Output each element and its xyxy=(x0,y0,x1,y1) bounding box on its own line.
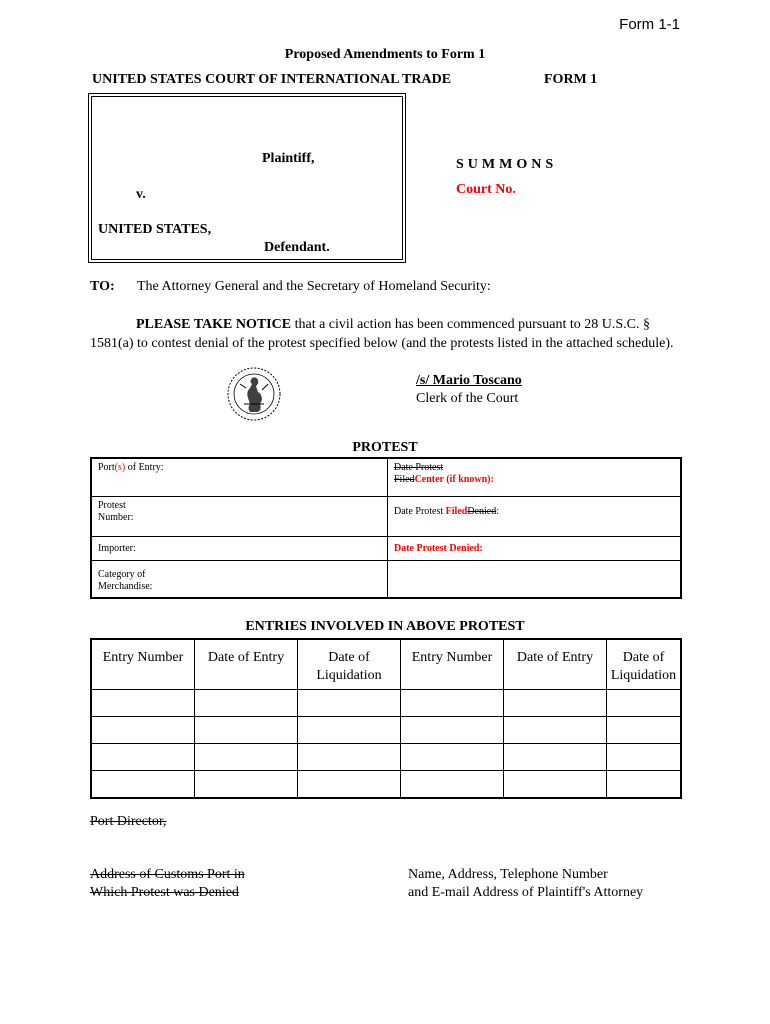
entry-cell[interactable] xyxy=(195,771,298,799)
entry-cell[interactable] xyxy=(401,690,504,717)
court-name: UNITED STATES COURT OF INTERNATIONAL TRADE xyxy=(92,72,452,87)
entry-cell[interactable] xyxy=(607,717,682,744)
attorney-address xyxy=(408,866,643,902)
empty-cell[interactable] xyxy=(388,560,682,598)
col-header: Date of Liquidation xyxy=(298,639,401,690)
entries-table xyxy=(90,638,682,799)
category-label: Category of Merchandise: xyxy=(98,568,153,592)
entry-cell[interactable] xyxy=(298,771,401,799)
entry-cell[interactable] xyxy=(504,744,607,771)
attorney-line-2: and E-mail Address of Plaintiff's Attorney xyxy=(408,885,644,900)
entry-cell[interactable] xyxy=(298,717,401,744)
col-header: Entry Number xyxy=(91,639,195,690)
entry-cell[interactable] xyxy=(91,690,195,717)
entry-cell[interactable] xyxy=(401,744,504,771)
protest-section-title: PROTEST xyxy=(352,440,418,455)
entry-cell[interactable] xyxy=(91,771,195,799)
importer-label: Importer: xyxy=(98,542,136,554)
importer-cell[interactable] xyxy=(91,536,388,560)
col-header: Entry Number xyxy=(401,639,504,690)
defendant-name: UNITED STATES, xyxy=(98,222,212,237)
entry-cell[interactable] xyxy=(504,717,607,744)
case-caption-box xyxy=(88,93,406,263)
form-label: Form 1-1 xyxy=(619,16,680,33)
table-row xyxy=(91,771,681,799)
entry-cell[interactable] xyxy=(195,717,298,744)
notice-paragraph xyxy=(90,315,680,353)
category-cell[interactable] xyxy=(91,560,388,598)
entries-header-row xyxy=(91,639,681,690)
date-denied-cell[interactable] xyxy=(388,536,682,560)
struck-filed: Filed xyxy=(394,474,415,485)
defendant-label: Defendant. xyxy=(264,240,330,255)
struck-date-protest: Date Protest xyxy=(394,462,444,473)
court-number-label: Court No. xyxy=(456,182,516,197)
struck-denied: Denied xyxy=(467,505,497,517)
protest-number-label: Protest Number: xyxy=(98,499,134,523)
court-seal-icon xyxy=(226,366,282,422)
entry-cell[interactable] xyxy=(607,771,682,799)
entry-cell[interactable] xyxy=(195,690,298,717)
port-of-entry-cell[interactable] xyxy=(91,458,388,496)
filed-label: Filed xyxy=(445,505,468,517)
entry-cell[interactable] xyxy=(401,771,504,799)
entries-section-title: ENTRIES INVOLVED IN ABOVE PROTEST xyxy=(245,619,525,634)
entry-cell[interactable] xyxy=(607,744,682,771)
center-cell[interactable] xyxy=(388,458,682,496)
entry-cell[interactable] xyxy=(607,690,682,717)
summons-title: SUMMONS xyxy=(456,157,558,172)
center-label: Center (if known): xyxy=(414,474,494,485)
port-plural-marker: (s) xyxy=(114,462,126,473)
document-title: Proposed Amendments to Form 1 xyxy=(284,47,486,62)
to-label: TO: xyxy=(90,279,115,294)
entry-cell[interactable] xyxy=(195,744,298,771)
customs-line-2: Which Protest was Denied xyxy=(90,885,239,900)
protest-table xyxy=(90,457,682,599)
notice-body: that a civil action has been commenced pursuant to 28 U.S.C. § 1581(a) to contest denial of the protest specified below (and the protests listed in the attached schedule). xyxy=(90,317,674,351)
plaintiff-label: Plaintiff, xyxy=(262,151,315,166)
col-header: Date of Liquidation xyxy=(607,639,682,690)
entry-cell[interactable] xyxy=(504,690,607,717)
table-row xyxy=(91,717,681,744)
entry-cell[interactable] xyxy=(401,717,504,744)
entry-cell[interactable] xyxy=(298,744,401,771)
entry-cell[interactable] xyxy=(91,717,195,744)
port-director-label: Port Director, xyxy=(90,814,167,829)
customs-port-address xyxy=(90,866,245,902)
to-recipients: The Attorney General and the Secretary of Homeland Security: xyxy=(137,279,491,294)
notice-lead: PLEASE TAKE NOTICE xyxy=(136,317,292,332)
entry-cell[interactable] xyxy=(504,771,607,799)
date-filed-cell[interactable] xyxy=(388,496,682,536)
clerk-title: Clerk of the Court xyxy=(416,391,519,406)
col-header: Date of Entry xyxy=(195,639,298,690)
entry-cell[interactable] xyxy=(298,690,401,717)
protest-number-cell[interactable] xyxy=(91,496,388,536)
clerk-signature: /s/ Mario Toscano xyxy=(416,373,522,388)
entry-cell[interactable] xyxy=(91,744,195,771)
port-label-rest: of Entry: xyxy=(125,462,164,473)
versus-label: v. xyxy=(136,187,146,202)
col-header: Date of Entry xyxy=(504,639,607,690)
port-label: Port xyxy=(98,462,115,473)
customs-line-1: Address of Customs Port in xyxy=(90,867,245,882)
table-row xyxy=(91,744,681,771)
table-row xyxy=(91,690,681,717)
attorney-line-1: Name, Address, Telephone Number xyxy=(408,867,608,882)
date-protest-label: Date Protest xyxy=(394,505,446,517)
date-denied-label: Date Protest Denied: xyxy=(394,542,483,554)
colon: : xyxy=(496,505,499,517)
form-number: FORM 1 xyxy=(544,72,598,87)
